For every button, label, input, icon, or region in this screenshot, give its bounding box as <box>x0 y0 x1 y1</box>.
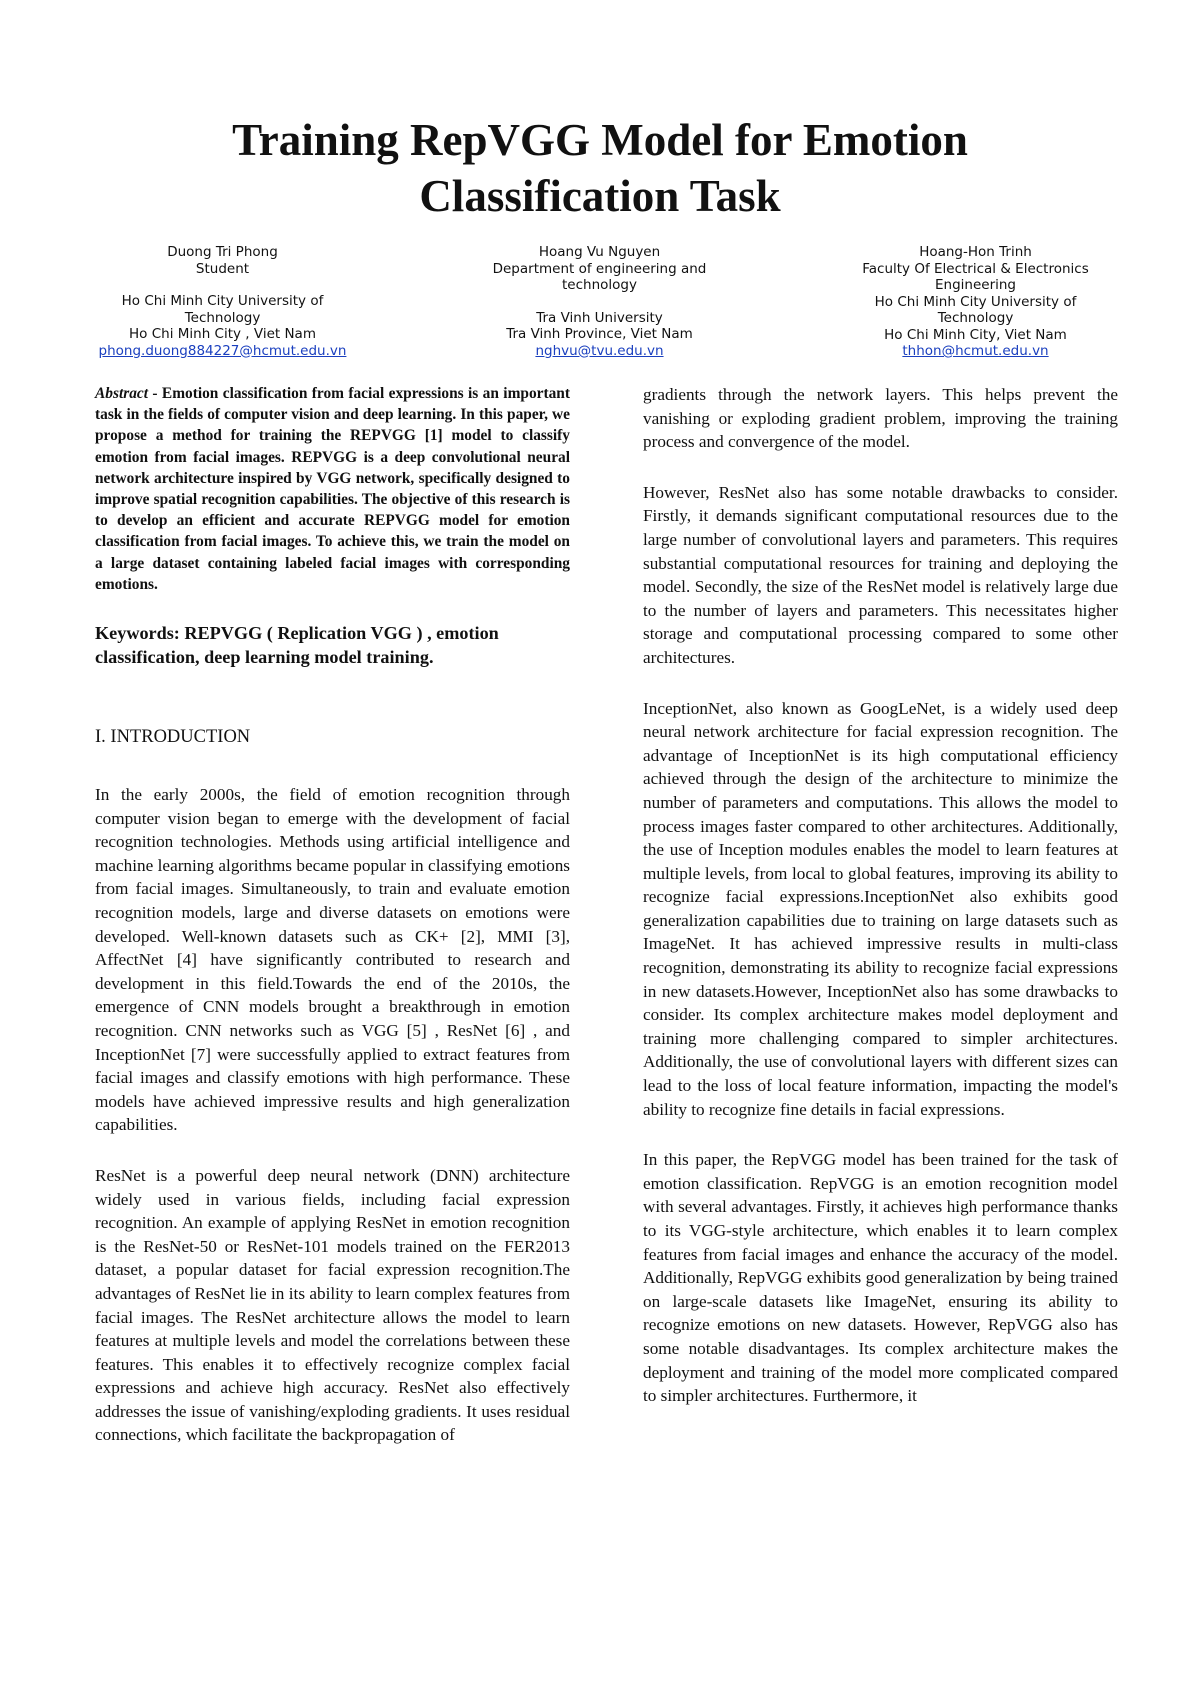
paragraph: InceptionNet, also known as GoogLeNet, is a widely used deep neural network architecture for facial expression recognition. The advantage of InceptionNet is its high computational efficiency achieved through the design of the architecture to minimize the number of parameters and computations. This allows the model to process images faster compared to other architectures. Additionally, the use of Inception modules enables the model to learn features at multiple levels, from local to global features, improving its ability to recognize facial expressions.InceptionNet also exhibits good generalization capabilities due to training on large datasets such as ImageNet. It has achieved impressive results in multi-class recognition, demonstrating its ability to recognize facial expressions in new datasets.However, InceptionNet also has some drawbacks to consider. Its complex architecture makes model deployment and training more challenging compared to simpler architectures. Additionally, the use of convolutional layers with different sizes can lead to the loss of local feature information, impacting the model's ability to recognize fine details in facial expressions. <box>643 698 1118 1119</box>
right-column <box>643 383 1118 1435</box>
keywords: Keywords: REPVGG ( Replication VGG ) , emotion classification, deep learning model training. <box>95 623 499 668</box>
paragraph: In the early 2000s, the field of emotion recognition through computer vision began to emerge with the development of facial recognition technologies. Methods using artificial intelligence and machine learning algorithms became popular in classifying emotions from facial images. Simultaneously, to train and evaluate emotion recognition models, large and diverse datasets on emotions were developed. Well-known datasets such as CK+ [2], MMI [3], AffectNet [4] have significantly contributed to research and development in this field.Towards the end of the 2010s, the emergence of CNN models brought a breakthrough in emotion recognition. CNN networks such as VGG [5] , ResNet [6] , and InceptionNet [7] were successfully applied to extract features from facial images and classify emotions with high performance. These models have achieved impressive results and high generalization capabilities. <box>95 785 570 1135</box>
author-email-link[interactable]: phong.duong884227@hcmut.edu.vn <box>98 342 347 359</box>
abstract-text: - Emotion classification from facial expressions is an important task in the fields of computer vision and deep learning. In this paper, we propose a method for training the REPVGG [1] model to classify emotion from facial images. REPVGG is a deep convolutional neural network architecture inspired by VGG network, specifically designed to improve spatial recognition capabilities. The objective of this research is to develop an efficient and accurate REPVGG model for emotion classification from facial images. To achieve this, we train the model on a large dataset containing labeled facial images with corresponding emotions. <box>95 385 570 593</box>
author-3 <box>848 244 1103 360</box>
author-name: Hoang-Hon Trinh <box>919 244 1032 260</box>
paragraph: However, ResNet also has some notable drawbacks to consider. Firstly, it demands significant computational resources due to the large number of convolutional layers and parameters. This requires substantial computational resources for training and deploying the model. Secondly, the size of the ResNet model is relatively large due to the number of layers and parameters. This necessitates higher storage and computational processing compared to some other architectures. <box>643 482 1118 667</box>
author-location: Tra Vinh Province, Viet Nam <box>506 326 693 342</box>
author-affiliation-cont: Technology <box>184 309 261 326</box>
author-affiliation: Ho Chi Minh City University of <box>874 293 1077 310</box>
paragraph: ResNet is a powerful deep neural network (DNN) architecture widely used in various fields, including facial expression recognition. An example of applying ResNet in emotion recognition is the ResNet-50 or ResNet-101 models trained on the FER2013 dataset, a popular dataset for facial expression recognition.The advantages of ResNet lie in its ability to learn complex features from facial images. The ResNet architecture allows the model to learn features at multiple levels and model the correlations between these features. This enables it to effectively recognize complex facial expressions and achieve high accuracy. ResNet also effectively addresses the issue of vanishing/exploding gradients. It uses residual connections, which facilitate the backpropagation of <box>95 1165 570 1445</box>
author-location: Ho Chi Minh City , Viet Nam <box>129 326 316 342</box>
author-name: Duong Tri Phong <box>167 244 278 260</box>
title-line-2: Classification Task <box>419 171 781 221</box>
author-block <box>95 244 1105 364</box>
author-role: Faculty Of Electrical & Electronics <box>862 260 1089 277</box>
author-affiliation-cont: Technology <box>937 310 1014 326</box>
section-heading-introduction: I. INTRODUCTION <box>95 727 251 748</box>
author-name: Hoang Vu Nguyen <box>538 244 661 260</box>
author-1 <box>95 244 350 359</box>
left-column <box>95 383 570 1474</box>
author-email-link[interactable]: thhon@hcmut.edu.vn <box>902 343 1049 359</box>
author-role: Department of engineering and technology <box>492 260 707 293</box>
title-line-1: Training RepVGG Model for Emotion <box>232 115 968 165</box>
author-role-cont: Engineering <box>935 277 1016 293</box>
author-email-link[interactable]: nghvu@tvu.edu.vn <box>535 342 664 359</box>
author-role: Student <box>195 260 250 277</box>
author-affiliation: Tra Vinh University <box>536 309 663 326</box>
abstract-label: Abstract <box>95 385 149 402</box>
abstract <box>95 383 570 595</box>
paragraph: In this paper, the RepVGG model has been trained for the task of emotion classification. RepVGG is an emotion recognition model with several advantages. Firstly, it achieves high performance thanks to its VGG-style architecture, which enables it to learn complex features from facial images and enhance the accuracy of the model. Additionally, RepVGG exhibits good generalization by being trained on large-scale datasets like ImageNet, ensuring its ability to recognize emotions on new datasets. However, RepVGG also has some notable disadvantages. Its complex architecture makes the deployment and training of the model more complicated compared to simpler architectures. Furthermore, it <box>643 1150 1118 1406</box>
author-2 <box>472 244 727 359</box>
paragraph: gradients through the network layers. This helps prevent the vanishing or exploding gradient problem, improving the training process and convergence of the model. <box>643 385 1118 452</box>
author-affiliation: Ho Chi Minh City University of <box>121 293 324 309</box>
paper-title <box>90 112 1110 224</box>
author-location: Ho Chi Minh City, Viet Nam <box>884 326 1067 343</box>
